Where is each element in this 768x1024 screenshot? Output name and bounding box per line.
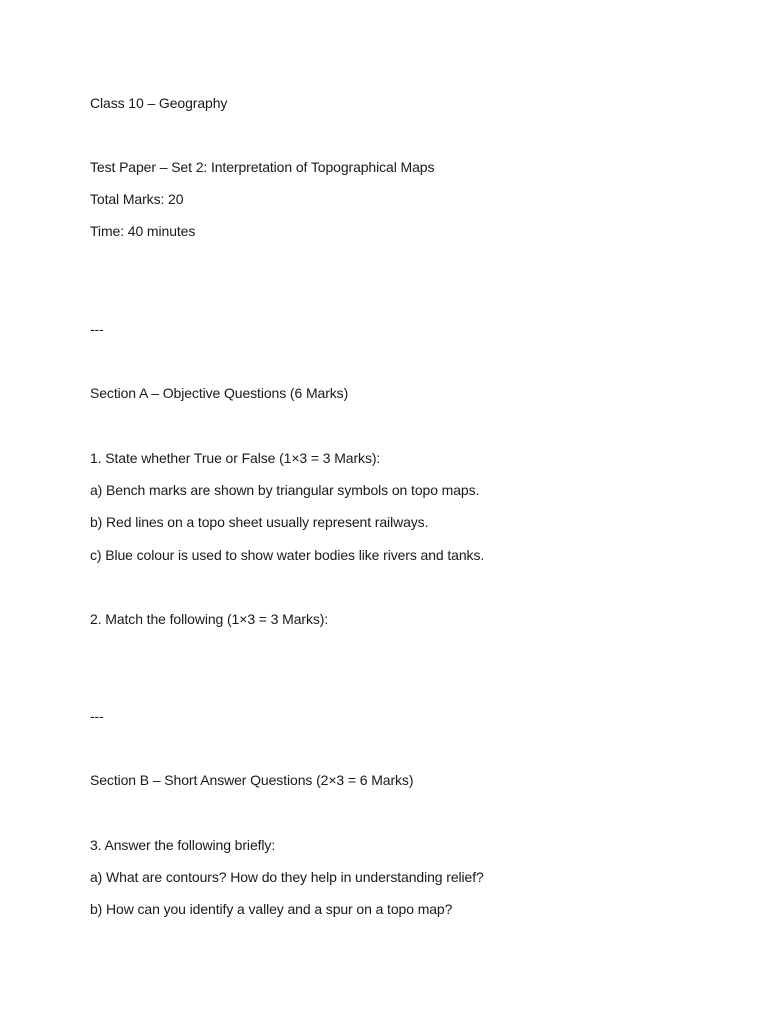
separator: --- <box>90 708 104 724</box>
question-2-prompt: 2. Match the following (1×3 = 3 Marks): <box>90 611 329 627</box>
paper-title: Test Paper – Set 2: Interpretation of Topographical Maps <box>90 159 435 175</box>
separator: --- <box>90 321 104 337</box>
question-3-item: b) How can you identify a valley and a spur on a topo map? <box>90 901 453 917</box>
total-marks: Total Marks: 20 <box>90 191 184 207</box>
question-1-item: b) Red lines on a topo sheet usually represent railways. <box>90 514 429 530</box>
section-b-heading: Section B – Short Answer Questions (2×3 = 6 Marks) <box>90 772 414 788</box>
question-1-item: a) Bench marks are shown by triangular symbols on topo maps. <box>90 482 480 498</box>
question-1-prompt: 1. State whether True or False (1×3 = 3 Marks): <box>90 450 381 466</box>
question-3-prompt: 3. Answer the following briefly: <box>90 837 276 853</box>
time-allowed: Time: 40 minutes <box>90 223 196 239</box>
section-a-heading: Section A – Objective Questions (6 Marks) <box>90 385 349 401</box>
question-3-item: a) What are contours? How do they help in understanding relief? <box>90 869 484 885</box>
question-1-item: c) Blue colour is used to show water bodies like rivers and tanks. <box>90 547 485 563</box>
class-subject-line: Class 10 – Geography <box>90 95 228 111</box>
